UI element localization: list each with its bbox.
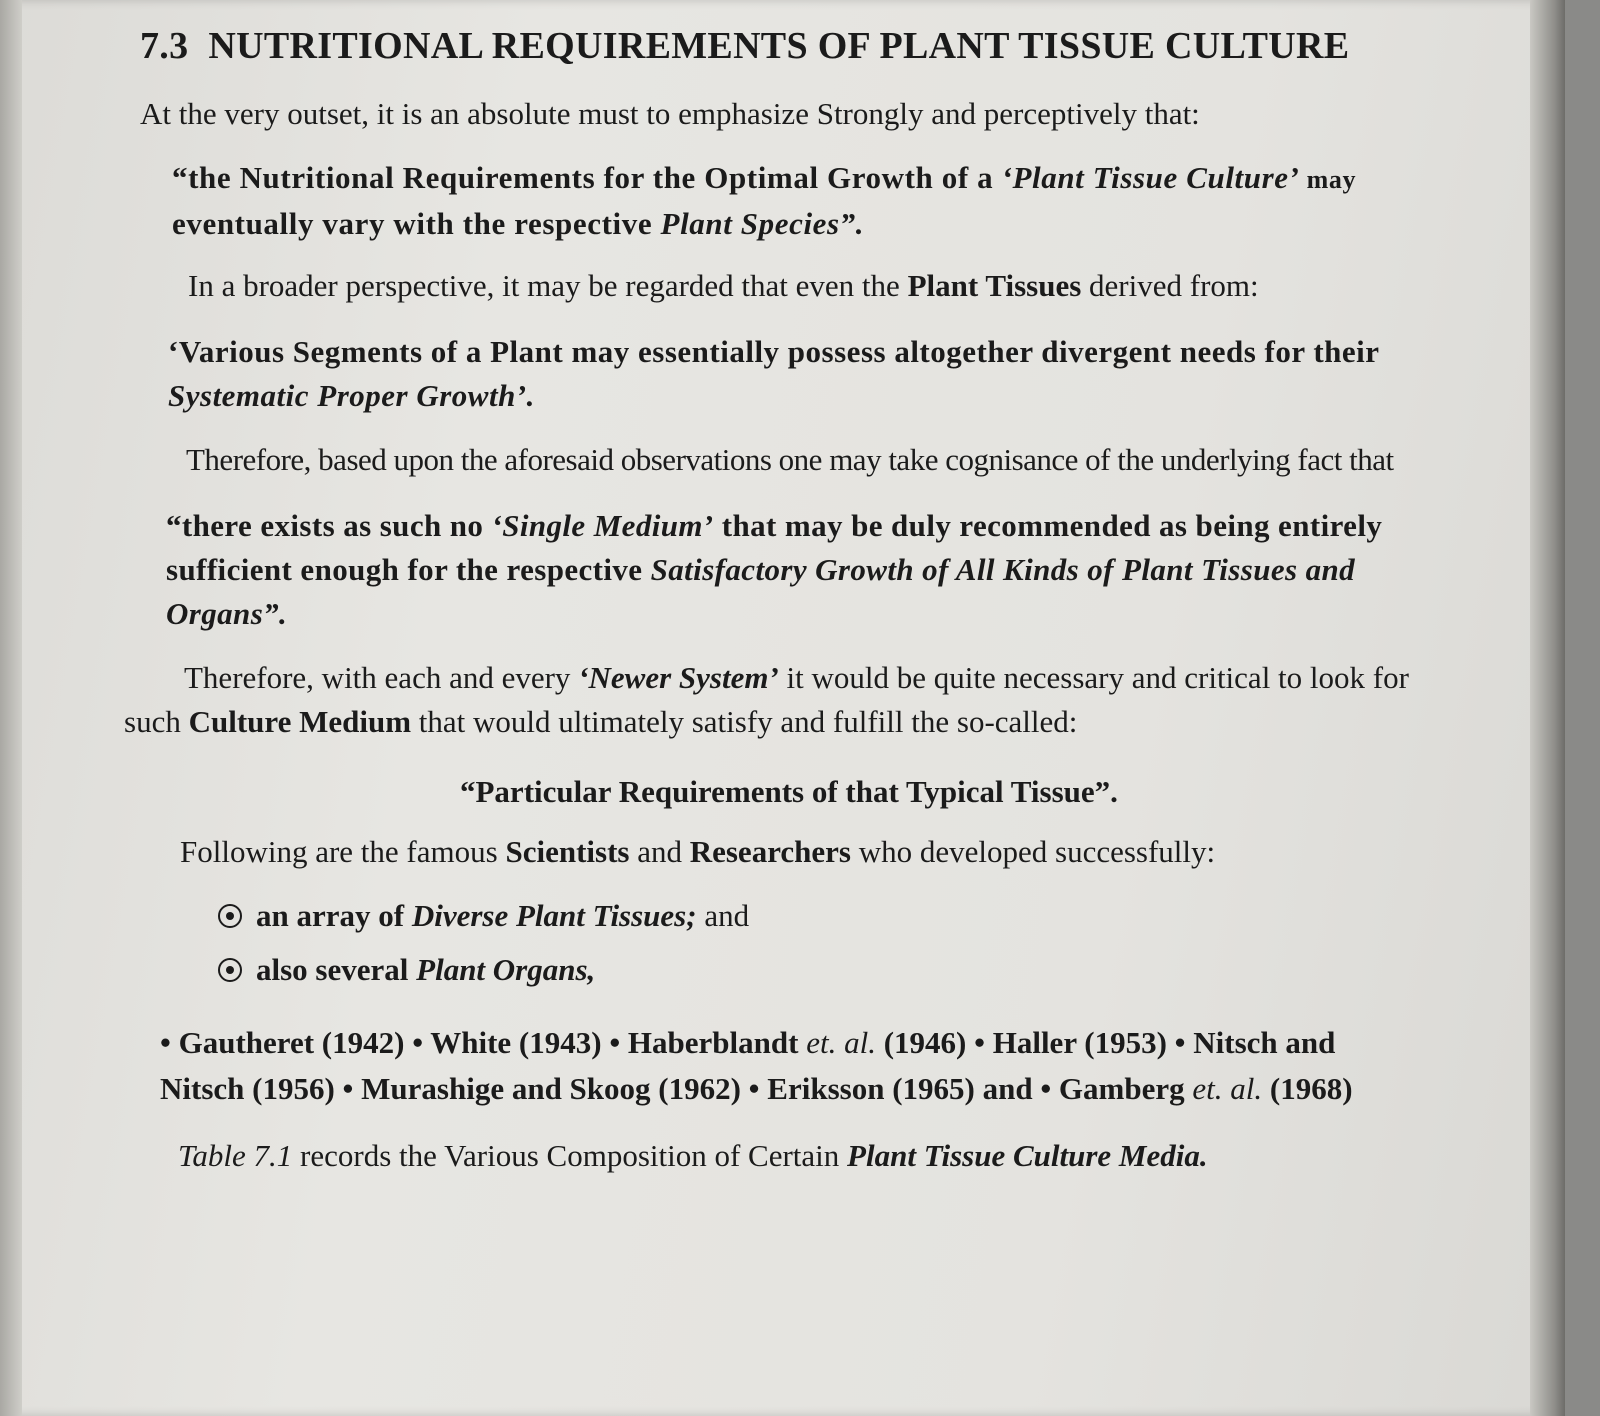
observations-paragraph: Therefore, based upon the aforesaid observations one may take cognisance of the underlying fact that [186, 442, 1394, 477]
circled-dot-bullet-icon [218, 958, 242, 982]
bullet-list [218, 894, 749, 1002]
quote1-line2: eventually vary with the respective Plant Species”. [172, 206, 865, 241]
quote-various-segments [168, 330, 1380, 418]
quote1-line1: “the Nutritional Requirements for the Optimal Growth of a ‘Plant Tissue Culture’ may [172, 160, 1357, 195]
quote2-line1: ‘Various Segments of a Plant may essentially possess altogether divergent needs for their [168, 334, 1380, 369]
section-heading [140, 24, 1349, 68]
page-right-edge [1530, 0, 1565, 1416]
bullet-item: also several Plant Organs, [218, 948, 749, 1002]
quote-nutritional-requirements [172, 156, 1356, 246]
newer-system-paragraph [124, 656, 1409, 744]
para4-line2: such Culture Medium that would ultimately satisfy and fulfill the so-called: [124, 704, 1078, 739]
quote3-line1: “there exists as such no ‘Single Medium’ that may be duly recommended as being entirely [166, 508, 1383, 543]
para4-line1: Therefore, with each and every ‘Newer System’ it would be quite necessary and critical to look for [184, 660, 1409, 695]
quote2-line2: Systematic Proper Growth’. [168, 378, 535, 413]
intro-paragraph: At the very outset, it is an absolute must to emphasize Strongly and perceptively that: [140, 96, 1200, 131]
table-reference-paragraph: Table 7.1 records the Various Composition of Certain Plant Tissue Culture Media. [178, 1138, 1208, 1173]
quote-single-medium [166, 504, 1382, 636]
bullet-item: an array of Diverse Plant Tissues; and [218, 894, 749, 948]
section-title: NUTRITIONAL REQUIREMENTS OF PLANT TISSUE CULTURE [208, 25, 1350, 67]
scientists-list [160, 1020, 1353, 1112]
section-number: 7.3 [140, 25, 189, 67]
scientists-intro-paragraph: Following are the famous Scientists and Researchers who developed successfully: [180, 834, 1216, 869]
perspective-paragraph: In a broader perspective, it may be regarded that even the Plant Tissues derived from: [188, 268, 1259, 303]
scientists-line1: • Gautheret (1942) • White (1943) • Haberblandt et. al. (1946) • Haller (1953) • Nitsch and [160, 1025, 1336, 1060]
circled-dot-bullet-icon [218, 904, 242, 928]
quote3-line2: sufficient enough for the respective Satisfactory Growth of All Kinds of Plant Tissues and [166, 552, 1356, 587]
table-reference-link: Table 7.1 [178, 1138, 293, 1173]
page-left-edge [0, 0, 22, 1416]
scientists-line2: Nitsch (1956) • Murashige and Skoog (1962) • Eriksson (1965) and • Gamberg et. al. (1968) [160, 1071, 1353, 1106]
center-quote: “Particular Requirements of that Typical Tissue”. [460, 774, 1118, 809]
quote3-line3: Organs”. [166, 596, 288, 631]
